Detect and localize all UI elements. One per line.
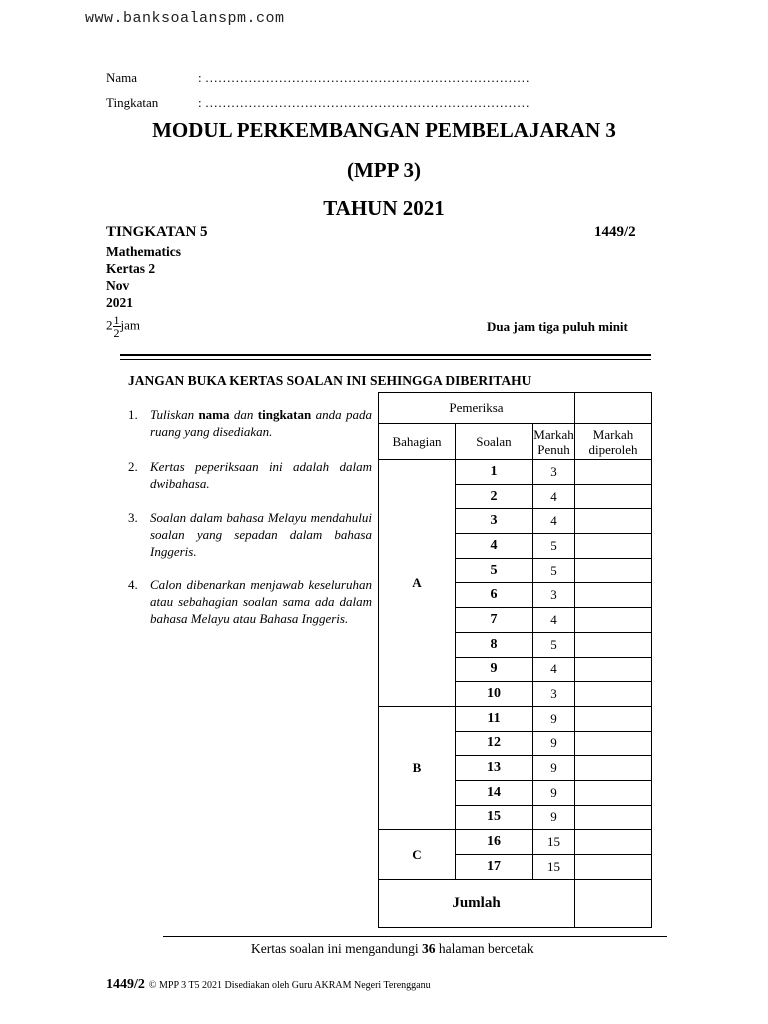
marks-obtained-cell[interactable] xyxy=(575,632,652,657)
examiner-header: Pemeriksa xyxy=(379,393,575,424)
footer-code: 1449/2 xyxy=(106,977,145,992)
marks-obtained-cell[interactable] xyxy=(575,509,652,534)
duration xyxy=(106,314,140,339)
instruction-text: Tuliskan nama dan tingkatan anda pada ruang yang disediakan. xyxy=(150,407,373,439)
subject-line: Nov xyxy=(106,278,130,293)
duration-whole: 2 xyxy=(106,317,113,333)
marks-obtained-cell[interactable] xyxy=(575,805,652,830)
question-number: 17 xyxy=(456,855,533,880)
question-number: 6 xyxy=(456,583,533,608)
class-blank: : ………………………………………………………………… xyxy=(198,95,530,110)
marks-obtained-cell[interactable] xyxy=(575,484,652,509)
marks-obtained-cell[interactable] xyxy=(575,756,652,781)
divider xyxy=(120,359,651,360)
marks-obtained-cell[interactable] xyxy=(575,682,652,707)
full-marks: 4 xyxy=(533,657,575,682)
marks-obtained-cell[interactable] xyxy=(575,583,652,608)
subject-block xyxy=(106,243,181,311)
subject-line: Kertas 2 xyxy=(106,261,156,276)
full-marks: 3 xyxy=(533,460,575,485)
paper-code: 1449/2 xyxy=(594,224,636,240)
full-marks: 3 xyxy=(533,682,575,707)
question-number: 13 xyxy=(456,756,533,781)
examiner-blank xyxy=(575,393,652,424)
level-label: TINGKATAN 5 xyxy=(106,224,208,240)
marks-obtained-cell[interactable] xyxy=(575,460,652,485)
name-field[interactable] xyxy=(106,70,606,88)
marks-obtained-cell[interactable] xyxy=(575,855,652,880)
fraction-denominator: 2 xyxy=(113,326,120,340)
header-marks-obtained: Markah diperoleh xyxy=(575,424,652,460)
duration-text: Dua jam tiga puluh minit xyxy=(487,319,628,334)
question-number: 15 xyxy=(456,805,533,830)
warning-text: JANGAN BUKA KERTAS SOALAN INI SEHINGGA DIBERITAHU xyxy=(128,373,532,388)
examiner-table xyxy=(378,392,652,928)
full-marks: 4 xyxy=(533,484,575,509)
instruction-item xyxy=(106,406,373,446)
subject-line: 2021 xyxy=(106,295,133,310)
question-number: 14 xyxy=(456,780,533,805)
marks-obtained-cell[interactable] xyxy=(575,780,652,805)
full-marks: 5 xyxy=(533,534,575,559)
divider xyxy=(120,354,651,356)
class-label: Tingkatan xyxy=(106,95,159,110)
question-number: 12 xyxy=(456,731,533,756)
instruction-number: 4. xyxy=(128,577,138,592)
fraction-numerator: 1 xyxy=(113,313,120,327)
marks-obtained-cell[interactable] xyxy=(575,706,652,731)
instruction-item xyxy=(106,458,372,498)
question-number: 2 xyxy=(456,484,533,509)
question-number: 16 xyxy=(456,830,533,855)
total-label: Jumlah xyxy=(379,879,575,927)
question-number: 9 xyxy=(456,657,533,682)
instruction-number: 3. xyxy=(128,510,138,525)
question-number: 8 xyxy=(456,632,533,657)
question-number: 7 xyxy=(456,608,533,633)
full-marks: 15 xyxy=(533,830,575,855)
question-number: 11 xyxy=(456,706,533,731)
header-section: Bahagian xyxy=(379,424,456,460)
full-marks: 9 xyxy=(533,780,575,805)
question-number: 1 xyxy=(456,460,533,485)
full-marks: 4 xyxy=(533,608,575,633)
instruction-number: 1. xyxy=(128,407,138,422)
duration-fraction xyxy=(113,314,121,339)
header-question: Soalan xyxy=(456,424,533,460)
section-label: C xyxy=(379,830,456,879)
footer-text: © MPP 3 T5 2021 Disediakan oleh Guru AKRAM Negeri Terengganu xyxy=(148,980,431,991)
full-marks: 9 xyxy=(533,756,575,781)
instruction-item xyxy=(106,576,372,648)
marks-obtained-cell[interactable] xyxy=(575,657,652,682)
question-number: 5 xyxy=(456,558,533,583)
instruction-text: Kertas peperiksaan ini adalah dalam dwibahasa. xyxy=(150,459,372,491)
full-marks: 5 xyxy=(533,558,575,583)
pages-note: Kertas soalan ini mengandungi 36 halaman bercetak xyxy=(251,941,534,956)
marks-obtained-cell[interactable] xyxy=(575,534,652,559)
full-marks: 5 xyxy=(533,632,575,657)
full-marks: 3 xyxy=(533,583,575,608)
module-title: MODUL PERKEMBANGAN PEMBELAJARAN 3 xyxy=(152,118,616,142)
instruction-text: Calon dibenarkan menjawab keseluruhan atau sebahagian soalan sama ada dalam bahasa Melayu atau Bahasa Inggeris. xyxy=(150,577,372,626)
full-marks: 9 xyxy=(533,706,575,731)
watermark: www.banksoalanspm.com xyxy=(85,10,285,27)
header-full-marks: Markah Penuh xyxy=(533,424,575,460)
name-blank: : ………………………………………………………………… xyxy=(198,70,530,85)
full-marks: 9 xyxy=(533,805,575,830)
footer-rule xyxy=(163,936,667,937)
footer xyxy=(106,975,431,993)
duration-unit: jam xyxy=(120,317,140,333)
marks-obtained-cell[interactable] xyxy=(575,558,652,583)
question-number: 4 xyxy=(456,534,533,559)
total-cell[interactable] xyxy=(575,879,652,927)
year-title: TAHUN 2021 xyxy=(323,196,445,220)
marks-obtained-cell[interactable] xyxy=(575,731,652,756)
full-marks: 4 xyxy=(533,509,575,534)
subject-line: Mathematics xyxy=(106,244,181,259)
full-marks: 15 xyxy=(533,855,575,880)
full-marks: 9 xyxy=(533,731,575,756)
section-label: B xyxy=(379,706,456,829)
question-number: 3 xyxy=(456,509,533,534)
instruction-number: 2. xyxy=(128,459,138,474)
class-field[interactable] xyxy=(106,95,606,113)
instruction-item xyxy=(106,509,372,565)
module-subtitle: (MPP 3) xyxy=(346,158,422,182)
marks-obtained-cell[interactable] xyxy=(575,830,652,855)
instruction-text: Soalan dalam bahasa Melayu mendahului soalan yang sepadan dalam bahasa Inggeris. xyxy=(150,510,372,559)
marks-obtained-cell[interactable] xyxy=(575,608,652,633)
question-number: 10 xyxy=(456,682,533,707)
section-label: A xyxy=(379,460,456,707)
name-label: Nama xyxy=(106,70,138,85)
